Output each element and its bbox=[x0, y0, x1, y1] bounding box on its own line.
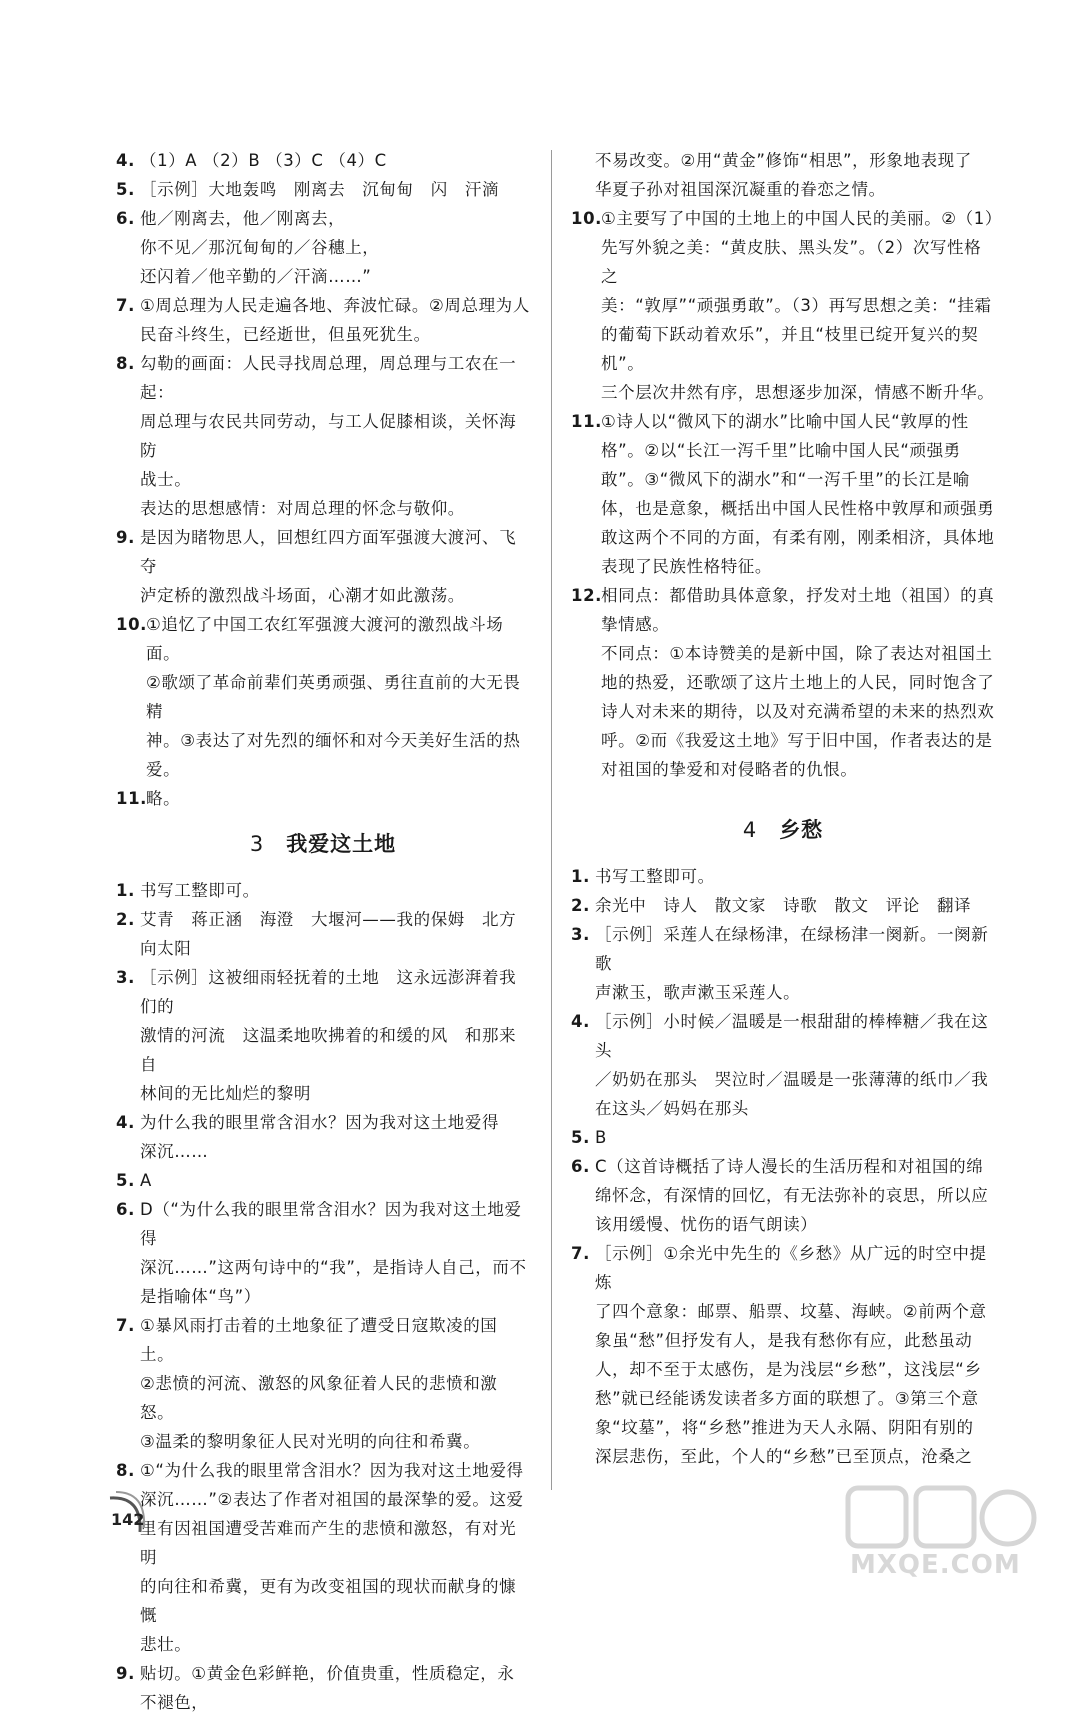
answer-line: 地的热爱，还歌颂了这片土地上的人民，同时饱含了 bbox=[601, 673, 995, 692]
answer-item bbox=[116, 784, 530, 813]
answer-line: ［示例］①余光中先生的《乡愁》从广远的时空中提炼 bbox=[595, 1244, 987, 1292]
answer-line: ［示例］采莲人在绿杨津，在绿杨津一阕新。一阕新歌 bbox=[595, 925, 989, 973]
answer-number: 9. bbox=[116, 1664, 135, 1683]
answer-number: 5. bbox=[116, 180, 135, 199]
answer-item bbox=[116, 1166, 530, 1195]
answer-line: 书写工整即可。 bbox=[140, 881, 260, 900]
answer-number: 8. bbox=[116, 354, 135, 373]
answer-line: 悲壮。 bbox=[140, 1635, 192, 1654]
answer-number: 2. bbox=[571, 896, 590, 915]
answer-line: 愁”就已经能诱发读者多方面的联想了。③第三个意 bbox=[595, 1389, 979, 1408]
answer-item bbox=[116, 1108, 530, 1166]
answer-number: 1. bbox=[116, 881, 135, 900]
answer-item bbox=[116, 610, 530, 784]
answer-item bbox=[571, 891, 995, 920]
answer-line: ①诗人以“微风下的湖水”比喻中国人民“敦厚的性 bbox=[601, 412, 969, 431]
answer-item bbox=[116, 905, 530, 963]
answer-number: 6. bbox=[116, 1200, 135, 1219]
answer-number: 7. bbox=[116, 296, 135, 315]
answer-line: 表现了民族性格特征。 bbox=[601, 557, 772, 576]
answer-line: 相同点：都借助具体意象，抒发对土地（祖国）的真 bbox=[601, 586, 995, 605]
answer-item bbox=[116, 349, 530, 523]
answer-line: 为什么我的眼里常含泪水？因为我对这土地爱得 bbox=[140, 1113, 500, 1132]
answer-number: 8. bbox=[116, 1461, 135, 1480]
answer-item bbox=[116, 523, 530, 610]
answer-line: 激情的河流 这温柔地吹拂着的和缓的风 和那来自 bbox=[140, 1026, 517, 1074]
answer-line: 格”。②以“长江一泻千里”比喻中国人民“顽强勇 bbox=[601, 441, 961, 460]
answer-line: ③温柔的黎明象征人民对光明的向往和希冀。 bbox=[140, 1432, 481, 1451]
answer-line: 人，却不至于太感伤，是为浅层“乡愁”，这浅层“乡 bbox=[595, 1360, 982, 1379]
watermark-text: MXQE.COM bbox=[850, 1550, 1021, 1580]
answer-line: 诗人对未来的期待，以及对充满希望的未来的热烈欢 bbox=[601, 702, 995, 721]
answer-item bbox=[116, 1456, 530, 1659]
answer-number: 5. bbox=[571, 1128, 590, 1147]
section-number: 3 bbox=[249, 832, 265, 856]
column-divider bbox=[551, 150, 552, 1490]
section-title: 乡愁 bbox=[779, 818, 824, 842]
answer-item bbox=[116, 1195, 530, 1311]
answer-line: 是因为睹物思人，回想红四方面军强渡大渡河、飞夺 bbox=[140, 528, 517, 576]
answer-number: 3. bbox=[116, 968, 135, 987]
answer-line: 声漱玉，歌声漱玉采莲人。 bbox=[595, 983, 801, 1002]
answer-line: 的葡萄下跃动着欢乐”，并且“枝里已绽开复兴的契机”。 bbox=[601, 325, 979, 373]
answer-item bbox=[116, 876, 530, 905]
answer-line: 勾勒的画面：人民寻找周总理，周总理与工农在一起： bbox=[140, 354, 517, 402]
answer-line: 了四个意象：邮票、船票、坟墓、海峡。②前两个意 bbox=[595, 1302, 987, 1321]
answer-line: ①追忆了中国工农红军强渡大渡河的激烈战斗场面。 bbox=[146, 615, 504, 663]
answer-line: ①暴风雨打击着的土地象征了遭受日寇欺凌的国土。 bbox=[140, 1316, 498, 1364]
answer-number: 2. bbox=[116, 910, 135, 929]
answer-number: 4. bbox=[116, 1113, 135, 1132]
answer-line: （1）A （2）B （3）C （4）C bbox=[140, 151, 387, 170]
section-heading bbox=[116, 830, 530, 859]
answer-line: 敢这两个不同的方面，有柔有刚，刚柔相济，具体地 bbox=[601, 528, 995, 547]
answer-line: ／奶奶在那头 哭泣时／温暖是一张薄薄的纸巾／我 bbox=[595, 1070, 989, 1089]
answer-item bbox=[116, 1659, 530, 1717]
continuation-line: 华夏子孙对祖国深沉凝重的眷恋之情。 bbox=[595, 180, 886, 199]
answer-line: 敢”。③“微风下的湖水”和“一泻千里”的长江是喻 bbox=[601, 470, 970, 489]
answer-line: ［示例］这被细雨轻抚着的土地 这永远澎湃着我们的 bbox=[140, 968, 517, 1016]
section-title: 我爱这土地 bbox=[286, 832, 397, 856]
answer-item bbox=[571, 581, 995, 784]
answer-line: 你不见／那沉甸甸的／谷穗上， bbox=[140, 238, 380, 257]
answer-number: 1. bbox=[571, 867, 590, 886]
answer-number: 4. bbox=[116, 151, 135, 170]
answer-item bbox=[116, 963, 530, 1108]
answer-line: 书写工整即可。 bbox=[595, 867, 715, 886]
answer-line: 是指喻体“鸟”） bbox=[140, 1287, 261, 1306]
answer-line: 的向往和希冀，更有为改变祖国的现状而献身的慷慨 bbox=[140, 1577, 517, 1625]
answer-line: 表达的思想感情：对周总理的怀念与敬仰。 bbox=[140, 499, 465, 518]
answer-line: 艾青 蒋正涵 海澄 大堰河——我的保姆 北方 bbox=[140, 910, 517, 929]
section-number: 4 bbox=[742, 818, 758, 842]
answer-item bbox=[571, 1152, 995, 1239]
answer-line: 呼。②而《我爱这土地》写于旧中国，作者表达的是 bbox=[601, 731, 993, 750]
answer-line: 贴切。①黄金色彩鲜艳，价值贵重，性质稳定，永不褪色， bbox=[140, 1664, 515, 1712]
answer-number: 5. bbox=[116, 1171, 135, 1190]
answer-line: 里有因祖国遭受苦难而产生的悲愤和激怒，有对光明 bbox=[140, 1519, 517, 1567]
answer-line: 深沉……”②表达了作者对祖国的最深挚的爱。这爱 bbox=[140, 1490, 524, 1509]
answer-number: 12. bbox=[571, 586, 603, 605]
answer-item bbox=[571, 862, 995, 891]
answer-item bbox=[116, 175, 530, 204]
answer-number: 9. bbox=[116, 528, 135, 547]
answer-number: 7. bbox=[571, 1244, 590, 1263]
answer-line: 还闪着／他辛勤的／汗滴……” bbox=[140, 267, 372, 286]
answer-line: 神。③表达了对先烈的缅怀和对今天美好生活的热爱。 bbox=[146, 731, 521, 779]
answer-line: ②歌颂了革命前辈们英勇顽强、勇往直前的大无畏精 bbox=[146, 673, 521, 721]
answer-line: 先写外貌之美：“黄皮肤、黑头发”。（2）次写性格之 bbox=[601, 238, 982, 286]
answer-line: 挚情感。 bbox=[601, 615, 670, 634]
answer-number: 6. bbox=[116, 209, 135, 228]
answer-line: 周总理与农民共同劳动，与工人促膝相谈，关怀海防 bbox=[140, 412, 517, 460]
answer-number: 10. bbox=[571, 209, 603, 228]
answer-line: ①“为什么我的眼里常含泪水？因为我对这土地爱得 bbox=[140, 1461, 524, 1480]
answer-line: 在这头／妈妈在那头 bbox=[595, 1099, 749, 1118]
answer-item bbox=[571, 204, 1002, 407]
section-heading bbox=[571, 816, 995, 845]
answer-item bbox=[571, 1007, 995, 1123]
answer-line: 象“坟墓”，将“乡愁”推进为天人永隔、阴阳有别的 bbox=[595, 1418, 974, 1437]
answer-line: 深沉……”这两句诗中的“我”，是指诗人自己，而不 bbox=[140, 1258, 527, 1277]
answer-line: 战士。 bbox=[140, 470, 192, 489]
answer-number: 7. bbox=[116, 1316, 135, 1335]
answer-line: 深沉…… bbox=[140, 1142, 209, 1161]
answer-line: C（这首诗概括了诗人漫长的生活历程和对祖国的绵 bbox=[595, 1157, 984, 1176]
answer-line: ①主要写了中国的土地上的中国人民的美丽。②（1） bbox=[601, 209, 1002, 228]
answer-line: 象虽“愁”但抒发有人，是我有愁你有应，此愁虽动 bbox=[595, 1331, 973, 1350]
answer-line: 体，也是意象，概括出中国人民性格中敦厚和顽强勇 bbox=[601, 499, 995, 518]
answer-item bbox=[571, 1239, 995, 1471]
answer-item bbox=[116, 1311, 530, 1456]
answer-line: 余光中 诗人 散文家 诗歌 散文 评论 翻译 bbox=[595, 896, 972, 915]
answer-number: 11. bbox=[571, 412, 603, 431]
answer-line: 不同点：①本诗赞美的是新中国，除了表达对祖国土 bbox=[601, 644, 993, 663]
continuation-line: 不易改变。②用“黄金”修饰“相思”，形象地表现了 bbox=[595, 151, 972, 170]
answer-item bbox=[571, 920, 995, 1007]
answer-item bbox=[571, 407, 995, 581]
answer-item bbox=[116, 291, 530, 349]
answer-line: 民奋斗终生，已经逝世，但虽死犹生。 bbox=[140, 325, 431, 344]
answer-line: 向太阳 bbox=[140, 939, 192, 958]
answer-line: 该用缓慢、忧伤的语气朗读） bbox=[595, 1215, 818, 1234]
answer-number: 10. bbox=[116, 615, 148, 634]
answer-number: 6. bbox=[571, 1157, 590, 1176]
answer-item bbox=[116, 204, 530, 291]
answer-line: ［示例］大地轰鸣 刚离去 沉甸甸 闪 汗滴 bbox=[140, 180, 500, 199]
answer-line: 略。 bbox=[146, 789, 181, 808]
answer-number: 4. bbox=[571, 1012, 590, 1031]
right-column bbox=[571, 146, 1002, 1471]
answer-line: 美：“敦厚”“顽强勇敢”。（3）再写思想之美：“挂霜 bbox=[601, 296, 992, 315]
left-column bbox=[116, 146, 530, 1717]
page-number: 142 bbox=[111, 1510, 145, 1529]
answer-line: ②悲愤的河流、激怒的风象征着人民的悲愤和激怒。 bbox=[140, 1374, 498, 1422]
answer-line: ①周总理为人民走遍各地、奔波忙碌。②周总理为人 bbox=[140, 296, 530, 315]
answer-line: 深层悲伤，至此，个人的“乡愁”已至顶点，沧桑之 bbox=[595, 1447, 973, 1466]
answer-item bbox=[116, 146, 530, 175]
answer-line: ［示例］小时候／温暖是一根甜甜的棒棒糖／我在这头 bbox=[595, 1012, 989, 1060]
answer-number: 11. bbox=[116, 789, 148, 808]
answer-item bbox=[571, 1123, 995, 1152]
answer-line: B bbox=[595, 1128, 607, 1147]
answer-line: 绵怀念，有深情的回忆，有无法弥补的哀思，所以应 bbox=[595, 1186, 989, 1205]
answer-line: 对祖国的挚爱和对侵略者的仇恨。 bbox=[601, 760, 858, 779]
answer-number: 3. bbox=[571, 925, 590, 944]
answer-line: 他／刚离去，他／刚离去， bbox=[140, 209, 346, 228]
answer-line: D（“为什么我的眼里常含泪水？因为我对这土地爱得 bbox=[140, 1200, 522, 1248]
answer-line: 林间的无比灿烂的黎明 bbox=[140, 1084, 311, 1103]
answer-line: 三个层次井然有序，思想逐步加深，情感不断升华。 bbox=[601, 383, 995, 402]
answer-line: 泸定桥的激烈战斗场面，心潮才如此激荡。 bbox=[140, 586, 465, 605]
answer-line: A bbox=[140, 1171, 152, 1190]
